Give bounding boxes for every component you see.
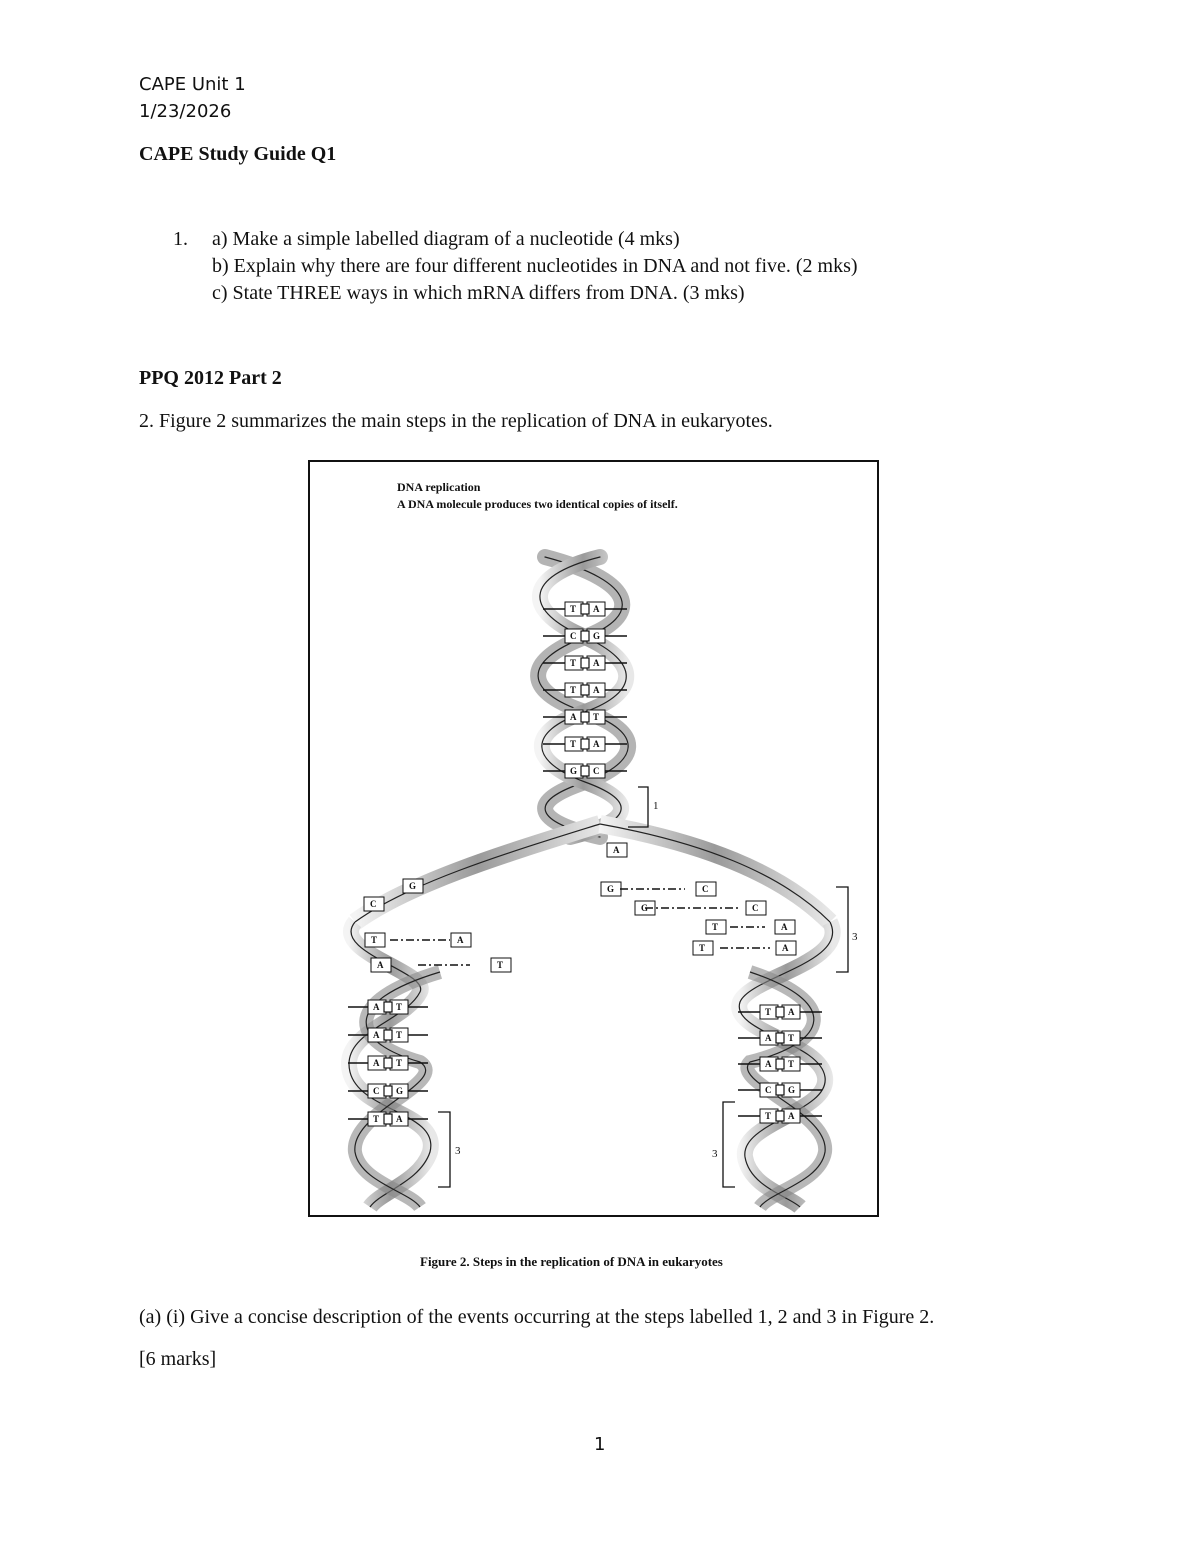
- free-nucleotide: [706, 920, 726, 934]
- base-letter: T: [396, 1002, 403, 1012]
- figure-caption: Figure 2. Steps in the replication of DNA in eukaryotes: [420, 1254, 723, 1269]
- question-1-number: 1.: [173, 228, 188, 250]
- base-letter: T: [788, 1059, 795, 1069]
- base-letter: T: [396, 1058, 403, 1068]
- free-nucleotide: [693, 941, 713, 955]
- question-2a-marks: [6 marks]: [139, 1348, 217, 1370]
- free-nucleotide: [365, 933, 385, 947]
- base-letter: T: [570, 604, 577, 614]
- base-letter: G: [788, 1085, 796, 1095]
- free-nucleotide: [607, 843, 627, 857]
- base-letter: T: [570, 658, 577, 668]
- free-nucleotide: [746, 901, 766, 915]
- base-letter: A: [782, 943, 789, 953]
- base-letter: A: [593, 739, 600, 749]
- step-3-label-left: 3: [455, 1145, 461, 1157]
- question-1a: a) Make a simple labelled diagram of a nucleotide (4 mks): [212, 228, 680, 250]
- free-nucleotide: [364, 897, 384, 911]
- base-letter: G: [409, 881, 417, 891]
- base-letter: G: [570, 766, 578, 776]
- base-letter: A: [457, 935, 464, 945]
- free-nucleotide: [403, 879, 423, 893]
- base-letter: G: [641, 903, 649, 913]
- base-letter: C: [370, 899, 377, 909]
- base-letter: T: [699, 943, 706, 953]
- base-letter: C: [752, 903, 759, 913]
- base-letter: C: [702, 884, 709, 894]
- step-1-label: 1: [653, 800, 659, 812]
- base-letter: A: [373, 1058, 380, 1068]
- free-nucleotide: [371, 958, 391, 972]
- header-date: 1/23/2026: [139, 101, 232, 122]
- base-letter: A: [765, 1059, 772, 1069]
- base-letter: T: [497, 960, 504, 970]
- base-letter: T: [570, 739, 577, 749]
- base-letter: A: [765, 1033, 772, 1043]
- base-letter: T: [712, 922, 719, 932]
- question-1c: c) State THREE ways in which mRNA differs from DNA. (3 mks): [212, 282, 745, 304]
- base-letter: A: [377, 960, 384, 970]
- base-letter: T: [765, 1111, 772, 1121]
- figure-2-frame: [308, 460, 879, 1217]
- base-letter: A: [593, 685, 600, 695]
- free-nucleotide: [601, 882, 621, 896]
- header-unit: CAPE Unit 1: [139, 74, 246, 95]
- free-nucleotide: [775, 920, 795, 934]
- base-letter: A: [593, 604, 600, 614]
- base-letter: A: [373, 1030, 380, 1040]
- parent-base-pair: [543, 737, 627, 751]
- base-letter: A: [396, 1114, 403, 1124]
- dna-replication-diagram: [310, 462, 877, 1215]
- base-letter: T: [396, 1030, 403, 1040]
- base-letter: T: [788, 1033, 795, 1043]
- base-letter: C: [765, 1085, 772, 1095]
- document-title: CAPE Study Guide Q1: [139, 143, 337, 165]
- base-letter: A: [781, 922, 788, 932]
- question-1b: b) Explain why there are four different nucleotides in DNA and not five. (2 mks): [212, 255, 858, 277]
- base-letter: C: [570, 631, 577, 641]
- step-3-label-right: 3: [712, 1148, 718, 1160]
- base-letter: A: [593, 658, 600, 668]
- figure-title: DNA replication: [397, 480, 481, 494]
- page-number: 1: [594, 1434, 606, 1455]
- left-fork-strand: [349, 824, 600, 1207]
- base-letter: G: [607, 884, 615, 894]
- base-letter: A: [613, 845, 620, 855]
- step-3-label-top: 3: [852, 931, 858, 943]
- question-2-intro: 2. Figure 2 summarizes the main steps in the replication of DNA in eukaryotes.: [139, 410, 773, 432]
- free-nucleotide: [491, 958, 511, 972]
- base-letter: C: [593, 766, 600, 776]
- base-letter: A: [788, 1007, 795, 1017]
- base-letter: T: [570, 685, 577, 695]
- parent-base-pair: [543, 629, 627, 643]
- free-nucleotide: [776, 941, 796, 955]
- base-letter: T: [765, 1007, 772, 1017]
- base-letter: T: [373, 1114, 380, 1124]
- figure-subtitle: A DNA molecule produces two identical copies of itself.: [397, 497, 678, 511]
- base-letter: G: [593, 631, 601, 641]
- free-nucleotide: [696, 882, 716, 896]
- ppq-heading: PPQ 2012 Part 2: [139, 367, 282, 389]
- base-letter: A: [373, 1002, 380, 1012]
- base-letter: A: [788, 1111, 795, 1121]
- question-2a-text: (a) (i) Give a concise description of the events occurring at the steps labelled 1, 2 and 3 in Figure 2.: [139, 1306, 935, 1328]
- base-letter: T: [593, 712, 600, 722]
- base-letter: T: [371, 935, 378, 945]
- base-letter: G: [396, 1086, 404, 1096]
- base-letter: A: [570, 712, 577, 722]
- base-letter: C: [373, 1086, 380, 1096]
- free-nucleotide: [451, 933, 471, 947]
